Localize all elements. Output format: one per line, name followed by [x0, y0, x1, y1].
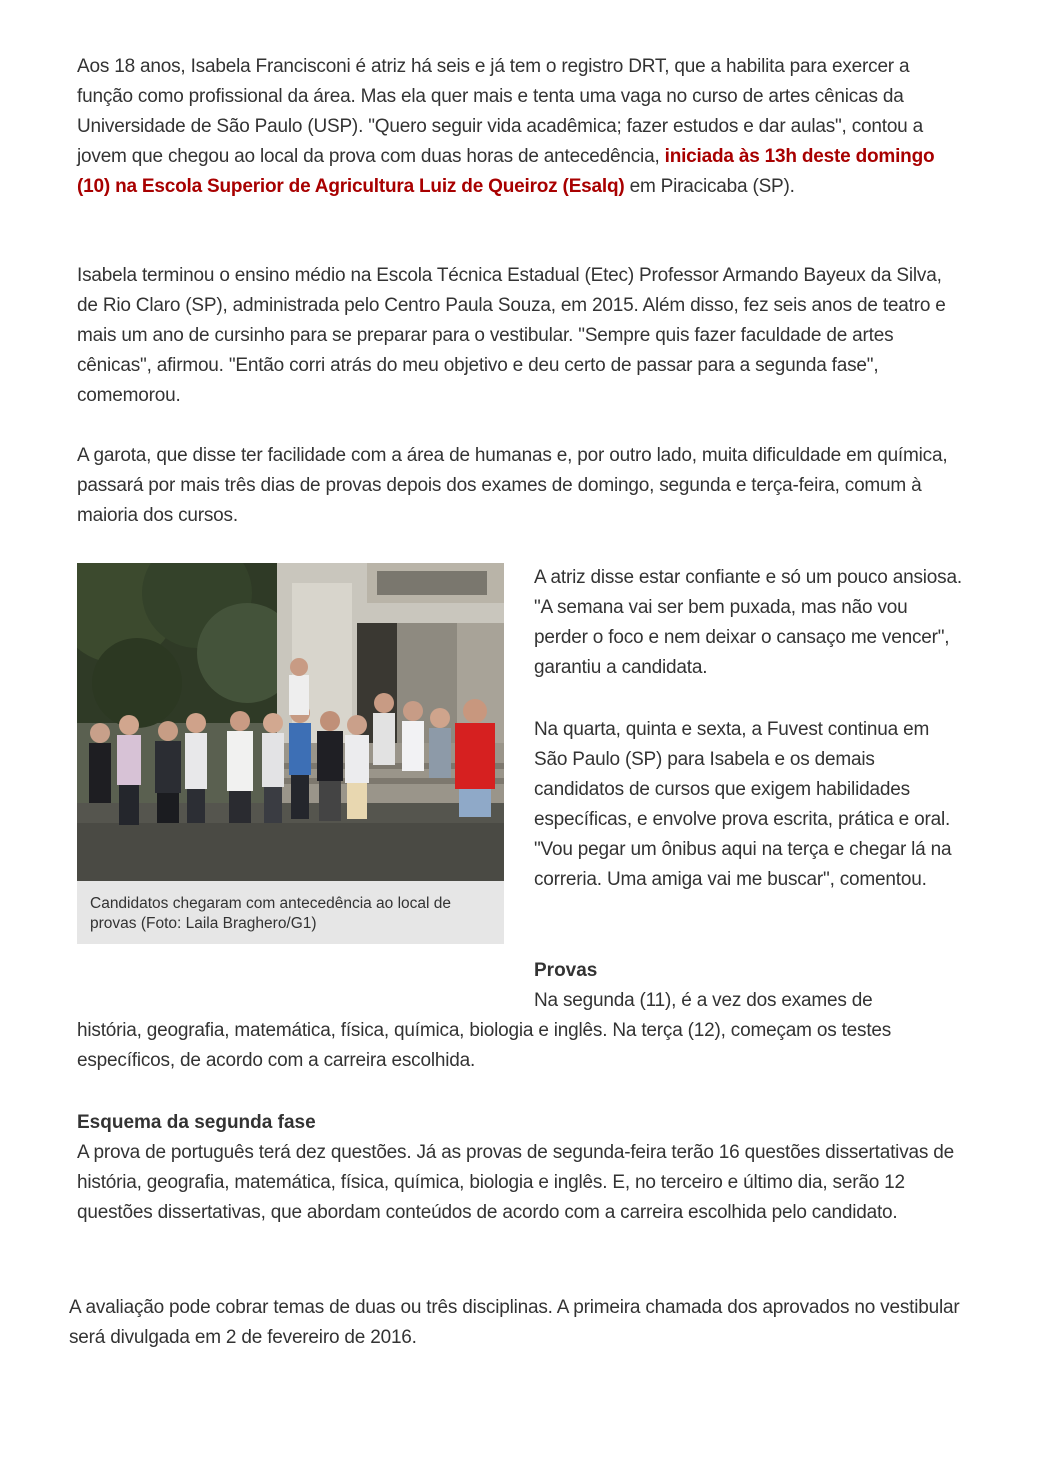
exam-days-paragraph: A garota, que disse ter facilidade com a área de humanas e, por outro lado, muita dificuldade em química, passará por mais três dias de provas depois dos exames de domingo, segunda e terça-feira, comum à maioria dos cursos. — [77, 445, 948, 526]
intro-text-start: Aos 18 anos, Isabela Francisconi é atriz há seis e já tem o registro DRT, que a habilita para exercer a função como profissional da área. Mas ela quer mais e tenta uma vaga no curso de artes cênicas da Universidade de São Paulo (USP). "Quero seguir vida acadêmica; fazer estudos e dar aulas", contou a jovem que chegou ao local da prova com duas horas de antecedência, — [77, 56, 923, 167]
provas-paragraph-line1: Na segunda (11), é a vez dos exames de — [534, 990, 873, 1011]
education-paragraph: Isabela terminou o ensino médio na Escola Técnica Estadual (Etec) Professor Armando Bayeux da Silva, de Rio Claro (SP), administrada pelo Centro Paula Souza, em 2015. Além disso, fez seis anos de teatro e mais um ano de cursinho para se preparar para o vestibular. "Sempre quis fazer faculdade de artes cênicas", afirmou. "Então corri atrás do meu objetivo e deu certo de passar para a segunda fase", comemorou. — [77, 265, 946, 406]
candidates-photo — [77, 563, 504, 881]
photo-figure — [77, 563, 504, 944]
provas-paragraph-rest: história, geografia, matemática, física, química, biologia e inglês. Na terça (12), começam os testes específicos, de acordo com a carreira escolhida. — [77, 1020, 892, 1071]
intro-text-end: em Piracicaba (SP). — [624, 176, 795, 197]
closing-paragraph: A avaliação pode cobrar temas de duas ou três disciplinas. A primeira chamada dos aprovados no vestibular será divulgada em 2 de fevereiro de 2016. — [69, 1297, 960, 1348]
esquema-paragraph: A prova de português terá dez questões. Já as provas de segunda-feira terão 16 questões dissertativas de história, geografia, matemática, física, química, biologia e inglês. E, no terceiro e último dia, serão 12 questões dissertativas, que abordam conteúdos de acordo com a carreira escolhida pelo candidato. — [77, 1142, 954, 1223]
confidence-paragraph: A atriz disse estar confiante e só um pouco ansiosa. "A semana vai ser bem puxada, mas não vou perder o foco e nem deixar o cansaço me vencer", garantiu a candidata. — [534, 567, 962, 678]
esquema-heading: Esquema da segunda fase — [77, 1112, 316, 1133]
photo-caption: Candidatos chegaram com antecedência ao local de provas (Foto: Laila Braghero/G1) — [90, 895, 452, 932]
fuvest-paragraph: Na quarta, quinta e sexta, a Fuvest continua em São Paulo (SP) para Isabela e os demais candidatos de cursos que exigem habilidades específicas, e envolve prova escrita, prática e oral. "Vou pegar um ônibus aqui na terça e chegar lá na correria. Uma amiga vai me buscar", comentou. — [534, 719, 952, 890]
provas-heading: Provas — [534, 960, 598, 981]
intro-paragraph — [77, 52, 967, 202]
esalq-article-link[interactable]: iniciada às 13h deste domingo (10) na Escola Superior de Agricultura Luiz de Queiroz (Esalq) — [77, 146, 935, 197]
